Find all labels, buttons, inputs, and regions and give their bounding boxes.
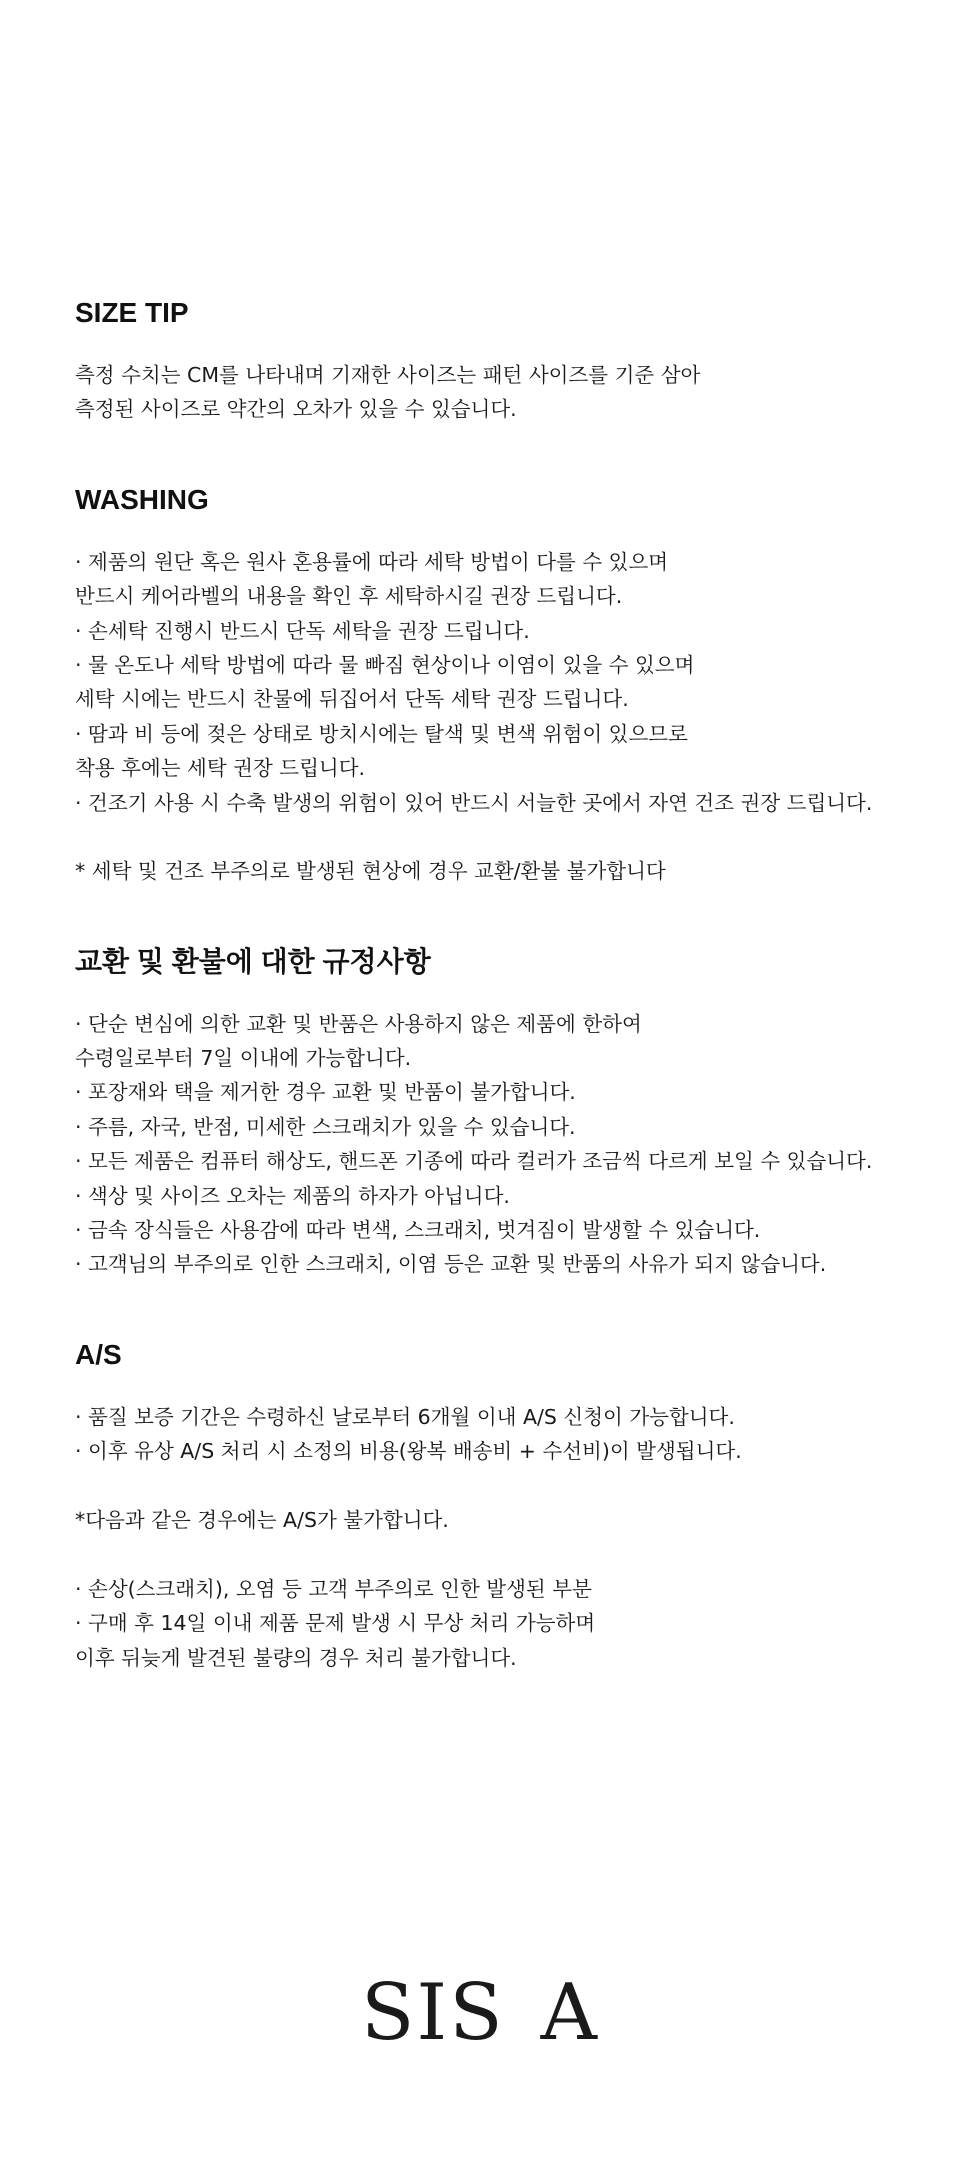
washing-line: · 물 온도나 세탁 방법에 따라 물 빠짐 현상이나 이염이 있을 수 있으며 [75,652,695,677]
as-section [75,1338,935,1675]
exchange-line: 수령일로부터 7일 이내에 가능합니다. [75,1046,412,1071]
washing-line: · 건조기 사용 시 수축 발생의 위험이 있어 반드시 서늘한 곳에서 자연 건조 권장 드립니다. [75,790,873,815]
exchange-line: · 색상 및 사이즈 오차는 제품의 하자가 아닙니다. [75,1183,510,1208]
spacer [75,1469,935,1503]
brand-logo-part-1: SIS [360,1968,505,2058]
exchange-line: · 고객님의 부주의로 인한 스크래치, 이염 등은 교환 및 반품의 사유가 되지 않습니다. [75,1252,827,1277]
exchange-line: · 단순 변심에 의한 교환 및 반품은 사용하지 않은 제품에 한하여 [75,1011,642,1036]
washing-line: · 손세탁 진행시 반드시 단독 세탁을 권장 드립니다. [75,618,530,643]
as-case-line: 이후 뒤늦게 발견된 불량의 경우 처리 불가합니다. [75,1645,517,1670]
brand-logo [0,1968,960,2058]
washing-line: 세탁 시에는 반드시 찬물에 뒤집어서 단독 세탁 권장 드립니다. [75,687,629,712]
as-case-line: · 손상(스크래치), 오염 등 고객 부주의로 인한 발생된 부분 [75,1576,592,1601]
product-info-content [75,296,935,1675]
exchange-policy-section [75,945,935,1282]
exchange-line: · 모든 제품은 컴퓨터 해상도, 핸드폰 기종에 따라 컬러가 조금씩 다르게 보일 수 있습니다. [75,1149,873,1174]
washing-title: WASHING [75,483,209,515]
washing-section [75,483,935,889]
exchange-policy-title: 교환 및 환불에 대한 규정사항 [75,945,431,977]
size-tip-line: 측정된 사이즈로 약간의 오차가 있을 수 있습니다. [75,397,517,422]
as-title: A/S [75,1338,122,1370]
as-case-line: · 구매 후 14일 이내 제품 문제 발생 시 무상 처리 가능하며 [75,1611,596,1636]
exchange-line: · 포장재와 택을 제거한 경우 교환 및 반품이 불가합니다. [75,1080,576,1105]
brand-logo-part-2: A [540,1968,600,2058]
washing-note: * 세탁 및 건조 부주의로 발생된 현상에 경우 교환/환불 불가합니다 [75,859,666,884]
exchange-line: · 금속 장식들은 사용감에 따라 변색, 스크래치, 벗겨짐이 발생할 수 있습니다. [75,1218,761,1243]
as-condition: *다음과 같은 경우에는 A/S가 불가합니다. [75,1507,449,1532]
spacer [75,1537,935,1571]
as-line: · 이후 유상 A/S 처리 시 소정의 비용(왕복 배송비 + 수선비)이 발생됩니다. [75,1439,742,1464]
spacer [75,820,935,854]
washing-line: 착용 후에는 세탁 권장 드립니다. [75,756,366,781]
washing-line: 반드시 케어라벨의 내용을 확인 후 세탁하시길 권장 드립니다. [75,584,623,609]
size-tip-title: SIZE TIP [75,297,189,328]
washing-line: · 땀과 비 등에 젖은 상태로 방치시에는 탈색 및 변색 위험이 있으므로 [75,721,688,746]
size-tip-line: 측정 수치는 CM를 나타내며 기재한 사이즈는 패턴 사이즈를 기준 삼아 [75,363,701,387]
exchange-line: · 주름, 자국, 반점, 미세한 스크래치가 있을 수 있습니다. [75,1114,576,1139]
size-tip-section [75,296,935,427]
as-line: · 품질 보증 기간은 수령하신 날로부터 6개월 이내 A/S 신청이 가능합니다. [75,1404,735,1429]
washing-line: · 제품의 원단 혹은 원사 혼용률에 따라 세탁 방법이 다를 수 있으며 [75,549,669,574]
